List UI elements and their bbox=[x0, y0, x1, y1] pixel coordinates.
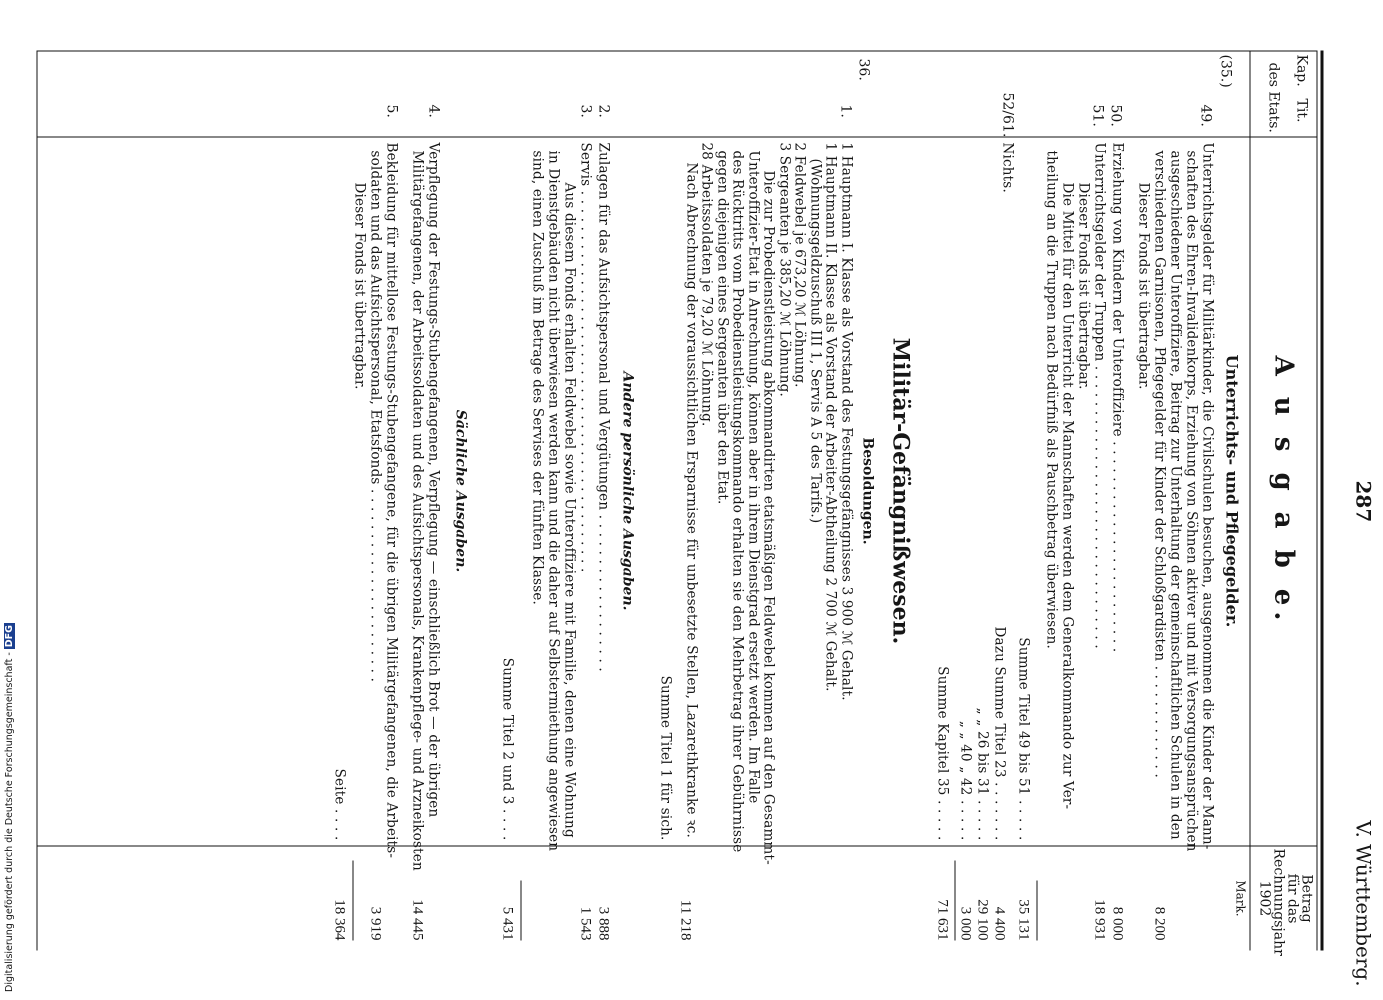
titel-3-text: Servis . . . . . . . . . . . . . . . . . . . . . . . . . . . . . . . . . . . . . . . . . . . Aus diesem Fonds erhalten Feldwebel sowie Unteroffiziere mit Familie, denen eine Wohnung in Dienstgebäuden nicht überwiesen werden kann und die daher auf Selbstermiethung angewiesen sind, einen Zuschuß im Betrage des Servises der fünften Klasse. bbox=[529, 142, 593, 851]
dazu-23-label: Dazu Summe Titel 23 . . . . . . . bbox=[991, 626, 1007, 840]
dazu-40-42-label: „ „ 40 „ 42 . . . . . bbox=[957, 720, 973, 840]
sum-rule-seite bbox=[352, 860, 353, 940]
dfg-logo: DFG bbox=[4, 625, 15, 648]
titel-5-text: Bekleidung für mittellose Festungs-Stubengefangene, für die übrigen Militärgefangenen, die Arbeits- soldaten und das Aufsichtspersonal, Etatsfonds . . . . . . . . . . . . . . . . . . . . . . Dieser Fonds ist übertragbar. bbox=[351, 142, 399, 858]
section-title-ausgabe: A u s g a b e. bbox=[1268, 355, 1298, 626]
titel-52-61-text: Nichts. bbox=[999, 142, 1015, 193]
titel-51-text: Unterrichtsgelder der Truppen . . . . . . . . . . . . . . . . . . . . . . . . . . . . . . . . Dieser Fonds ist übertragbar. Die Mittel für den Unterricht der Mannschaften werden dem Generalkommando zur Ver- theilung an die Truppen nach Bedürfniß als Pauschbetrag überwiesen. bbox=[1043, 142, 1107, 809]
titel-52-61-number: 52/61. bbox=[999, 92, 1015, 137]
andere-ausgaben-heading: Andere persönliche Ausgaben. bbox=[619, 370, 635, 611]
summe-titel-1-amount: 11 218 bbox=[677, 899, 693, 940]
state-title: V. Württemberg. bbox=[1351, 820, 1375, 987]
column-divider-amount bbox=[37, 845, 1317, 846]
column-header-mark: Mark. bbox=[1233, 879, 1247, 917]
summe-titel-1-label: Summe Titel 1 für sich. bbox=[657, 675, 673, 840]
sum-rule-49-51 bbox=[1036, 880, 1037, 940]
titel-49-number: 49. bbox=[1197, 104, 1213, 127]
kapitel-35-number: (35.) bbox=[1217, 54, 1233, 88]
summe-kapitel-35-amount: 71 631 bbox=[934, 898, 950, 940]
titel-50-number: 50. bbox=[1107, 104, 1123, 127]
seite-amount: 18 364 bbox=[331, 898, 347, 940]
titel-4-amount: 14 445 bbox=[409, 898, 425, 940]
saechliche-ausgaben-heading: Sächliche Ausgaben. bbox=[452, 409, 468, 572]
bottom-rule bbox=[36, 50, 37, 950]
titel-1-text: 1 Hauptmann I. Klasse als Vorstand des Festungsgefängnisses 3 900 ℳ Gehalt. 1 Hauptmann II. Klasse als Vorstand der Arbeiter-Abtheilung 2 700 ℳ Gehalt. (Wohnungsgeldzuschuß III 1, Servis A 5 des Tarifs.) 2 Feldwebel je 673,20 ℳ Löhnung. 3 Sergeanten je 385,20 ℳ Löhnung. Die zur Probedienstleistung abkommandirten etatsmäßigen Feldwebel kommen auf den Gesammt- Unteroffizier-Etat in Anrechnung, können aber in ihrem Dienstgrad ersetzt werden. Im Falle des Rücktritts vom Probedienstleistungskommando erhalten sie den Mehrbetrag ihrer Gebührnisse gegen diejenigen eines Sergeanten über den Etat. 28 Arbeitssoldaten je 79,20 ℳ Löhnung. Nach Abrechnung der voraussichtlichen Ersparnisse für unbesetzte Stellen, Lazarethkranke ꝛc. bbox=[683, 142, 854, 865]
titel-51-number: 51. bbox=[1089, 104, 1105, 127]
besoldungen-heading: Besoldungen. bbox=[859, 436, 875, 545]
header-bottom-rule bbox=[1249, 50, 1250, 950]
dazu-40-42-amount: 3 000 bbox=[957, 906, 973, 940]
titel-2-amount: 3 888 bbox=[595, 906, 611, 940]
column-divider-body bbox=[37, 136, 1317, 137]
digitization-footer bbox=[4, 623, 15, 992]
titel-2-text: Zulagen für das Aufsichtspersonal und Vergütungen . . . . . . . . . . . . . . . . . . bbox=[595, 142, 611, 672]
summe-kapitel-35-label: Summe Kapitel 35 . . . . . bbox=[934, 665, 950, 840]
top-rule-thick bbox=[1320, 50, 1323, 950]
titel-50-amount: 8 000 bbox=[1109, 906, 1125, 940]
top-rule-thin bbox=[1316, 50, 1317, 950]
summe-49-51-label: Summe Titel 49 bis 51 . . . . . bbox=[1015, 636, 1031, 840]
column-divider-left bbox=[37, 50, 1317, 51]
sum-rule-2-3 bbox=[520, 880, 521, 940]
summe-2-3-label: Summe Titel 2 und 3 . . . . bbox=[499, 657, 515, 840]
titel-3-number: 3. bbox=[577, 104, 593, 118]
column-header-etat: des Etats. bbox=[1265, 62, 1281, 133]
kapitel-35-heading: Unterrichts- und Pflegegelder. bbox=[1222, 354, 1241, 627]
titel-49-text: Unterrichtsgelder für Militärkinder, die Civilschulen besuchen, ausgenommen die Kinder der Mann- schaften des Ehren-Invalidenkorps, Erziehung von Söhnen aktiver und mit Versorgungsansprüchen ausgeschiedener Unteroffiziere, Beitrag zur Unterhaltung der gemeinschaftlichen Schulen in den verschiedenen Garnisonen, Pflegegelder für Kinder der Schloßgardisten . . . . . . . . . . . . . Dieser Fonds ist übertragbar. bbox=[1135, 142, 1215, 852]
titel-4-number: 4. bbox=[425, 104, 441, 118]
titel-51-amount: 18 931 bbox=[1091, 898, 1107, 940]
titel-50-text: Erziehung von Kindern der Unteroffiziere . . . . . . . . . . . . . . . . . . . . . . . . bbox=[1109, 142, 1125, 652]
column-header-betrag: Betrag für das Rechnungsjahr 1902 bbox=[1256, 848, 1314, 956]
column-header-tit: Tit. bbox=[1293, 98, 1309, 122]
titel-4-text: Verpflegung der Festungs-Stubengefangenen, Verpflegung — einschließlich Brot — der übrigen Militärgefangenen, der Arbeitssoldaten und des Aufsichtspersonals, Krankenpflege- und Arzneikosten bbox=[409, 142, 441, 871]
summe-2-3-amount: 5 431 bbox=[499, 906, 515, 940]
titel-5-amount: 3 919 bbox=[367, 906, 383, 940]
titel-2-number: 2. bbox=[595, 104, 611, 118]
seite-label: Seite . . . . bbox=[331, 768, 347, 840]
dazu-26-31-amount: 29 100 bbox=[974, 898, 990, 940]
dazu-23-amount: 4 400 bbox=[991, 906, 1007, 940]
summe-49-51-amount: 35 131 bbox=[1015, 898, 1031, 940]
sum-rule-kapitel-35 bbox=[954, 860, 955, 940]
kapitel-36-heading: Militär-Gefängnißwesen. bbox=[887, 337, 913, 644]
titel-5-number: 5. bbox=[383, 104, 399, 118]
kapitel-36-number: 36. bbox=[855, 58, 871, 81]
titel-49-amount: 8 200 bbox=[1151, 906, 1167, 940]
titel-3-amount: 1 543 bbox=[577, 906, 593, 940]
column-header-kap: Kap. bbox=[1293, 54, 1309, 87]
dazu-26-31-label: „ „ 26 bis 31 . . . . . bbox=[974, 707, 990, 840]
page-number: 287 bbox=[1351, 480, 1375, 522]
titel-1-number: 1. bbox=[837, 104, 853, 118]
footer-text: Digitalisierung gefördert durch die Deutsche Forschungsgemeinschaft - bbox=[4, 652, 15, 992]
